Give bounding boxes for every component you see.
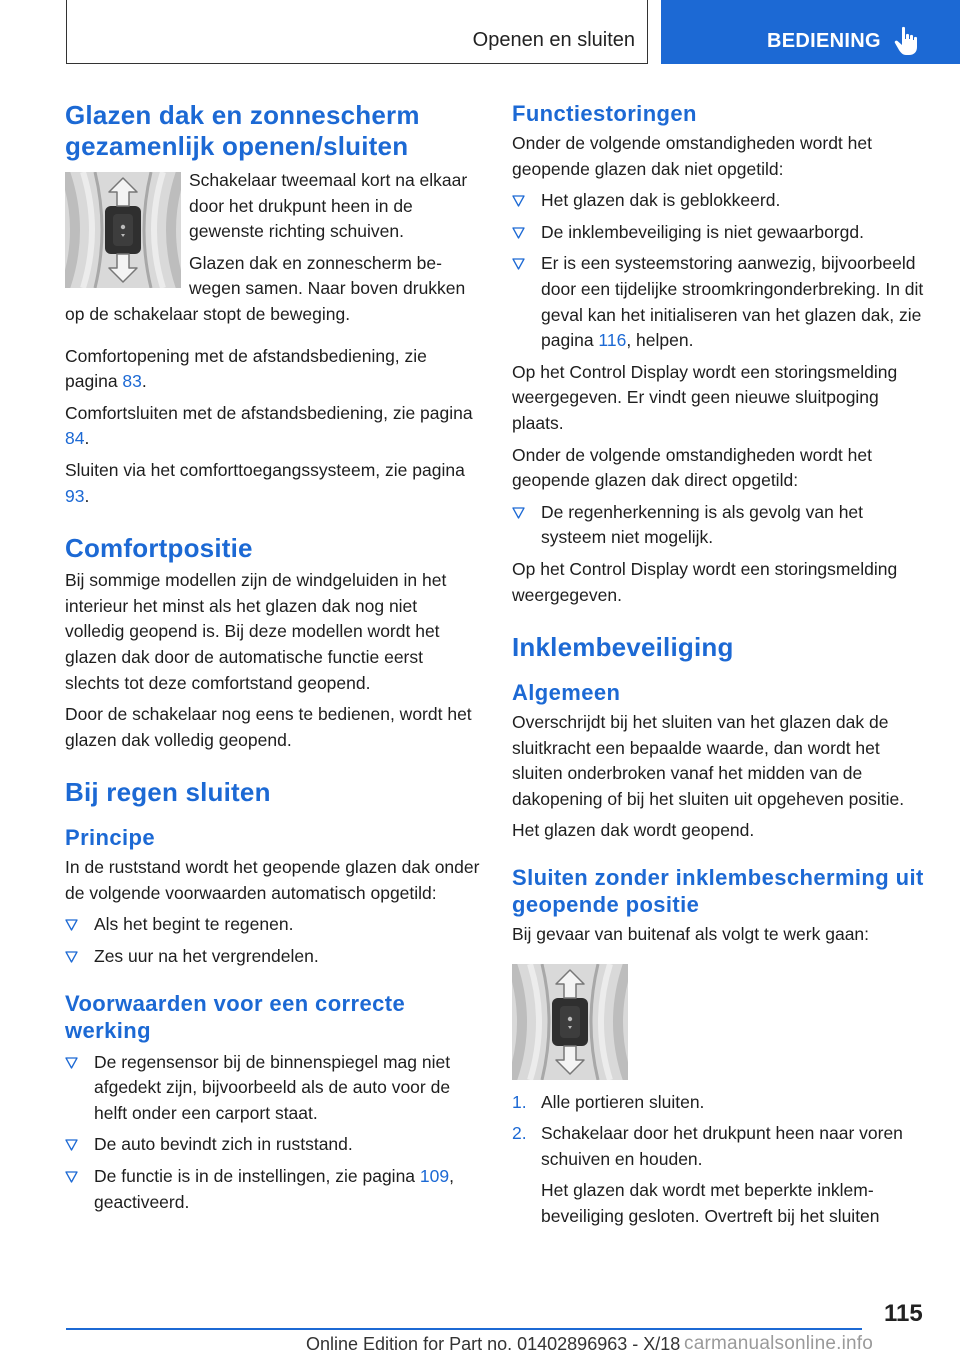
watermark: carmanualsonline.info (684, 1333, 874, 1354)
page-link-84[interactable]: 84 (65, 428, 85, 449)
paragraph: Schakelaar tweemaal kort na elkaar door het drukpunt heen in de gewenste richting schuiven. (189, 170, 468, 242)
paragraph: Door de schakelaar nog eens te bedienen, wordt het glazen dak volledig geopend. (65, 704, 472, 750)
list-item: De inklembeveiliging is niet gewaarborgd. (512, 220, 926, 246)
subheading-conditions: Voorwaarden voor een correcte werking (65, 990, 406, 1043)
header-section-tab (66, 0, 648, 64)
list-item: Het glazen dak is geblokkeerd. (512, 188, 926, 214)
triangle-bullet-icon (512, 227, 525, 239)
page-link-109[interactable]: 109 (419, 1166, 450, 1187)
paragraph: Op het Control Display wordt een storingsmelding weergegeven. (512, 558, 898, 605)
section-heading-pinch-protection: Inklembeveiliging (512, 632, 734, 663)
list-item: Zes uur na het vergrendelen. (65, 944, 481, 970)
triangle-bullet-icon (65, 1057, 78, 1069)
paragraph: Bij sommige modellen zijn de windgeluiden in het interieur het minst als het glazen dak nog niet volledig geopend is. Bij deze modellen wordt het glazen dak door de automatische functie eerst slechts tot deze comfortstand geopend. (65, 570, 447, 693)
list-item: Als het begint te regenen. (65, 912, 481, 938)
page-link-93[interactable]: 93 (65, 485, 85, 506)
page-link-116[interactable]: 116 (598, 330, 627, 351)
list-item: 1. Alle portieren sluiten. (512, 1091, 705, 1112)
paragraph: Sluiten via het comforttoegangssysteem, zie pagina 93. (65, 459, 465, 506)
paragraph: Comfortsluiten met de afstandsbediening, zie pagina 84. (65, 402, 473, 449)
list-item: De functie is in de instellingen, zie pagina 109, geactiveerd. (65, 1164, 481, 1215)
paragraph: Bij gevaar van buitenaf als volgt te werk gaan: (512, 924, 870, 945)
hand-pointer-icon (894, 26, 920, 56)
subheading-principle: Principe (65, 825, 156, 851)
paragraph: In de ruststand wordt het geopende glazen dak onder de volgende voorwaarden automatisch opgetild: (65, 857, 480, 903)
paragraph: Het glazen dak wordt geopend. (512, 820, 755, 841)
triangle-bullet-icon (65, 951, 78, 963)
paragraph: Glazen dak en zonnescherm bewegen samen. Naar boven drukken op de schakelaar stopt de beweging. (65, 252, 466, 324)
bullet-list (65, 912, 481, 969)
footer-edition: Online Edition for Part no. 01402896963 - X/18 (306, 1334, 681, 1354)
list-item: De auto bevindt zich in ruststand. (65, 1132, 481, 1158)
paragraph: Comfortopening met de afstandsbediening, zie pagina 83. (65, 345, 427, 392)
paragraph: Onder de volgende omstandigheden wordt het geopende glazen dak direct opgetild: (512, 444, 872, 491)
triangle-bullet-icon (65, 1139, 78, 1151)
subheading-malfunctions: Functiestoringen (512, 101, 697, 126)
list-item: 2. Schakelaar door het drukpunt heen naar voren schuiven en houden. Het glazen dak wordt met beperkte inklembeveiliging gesloten. Overtreft bij het sluiten (512, 1121, 926, 1229)
paragraph: Overschrijdt bij het sluiten van het glazen dak de sluitkracht een bepaalde waarde, dan wordt het sluiten onderbroken vanaf het midden van de dakopening of bij het sluiten uit opgeheven positie. (512, 712, 905, 809)
triangle-bullet-icon (65, 919, 78, 931)
paragraph: Op het Control Display wordt een storingsmelding weergegeven. Er vindt geen nieuwe sluitpoging plaats. (512, 361, 898, 433)
triangle-bullet-icon (512, 195, 525, 207)
section-heading-comfort: Comfortpositie (65, 533, 253, 564)
footer-divider (66, 1328, 862, 1330)
triangle-bullet-icon (512, 258, 525, 270)
sunroof-switch-image (512, 964, 628, 1080)
page-link-83[interactable]: 83 (122, 371, 142, 392)
bullet-list (512, 188, 926, 354)
bullet-list (65, 1050, 481, 1216)
left-column (65, 100, 481, 1215)
section-heading-sunroof: Glazen dak en zonnescherm gezamenlijk openen/sluiten (65, 100, 420, 161)
subheading-general: Algemeen (512, 680, 621, 706)
chapter-title: BEDIENING (767, 30, 881, 52)
list-item: De regenherkenning is als gevolg van het systeem niet mogelijk. (512, 500, 926, 551)
section-title: Openen en sluiten (472, 29, 635, 51)
bullet-list (512, 500, 926, 551)
triangle-bullet-icon (512, 507, 525, 519)
numbered-list (512, 1090, 926, 1230)
page-number: 115 (884, 1300, 923, 1327)
paragraph: Onder de volgende omstandigheden wordt het geopende glazen dak niet opgetild: (512, 133, 872, 179)
sunroof-switch-image (65, 172, 181, 288)
subheading-close-without-protection: Sluiten zonder inklembescherming uit geopende positie (512, 865, 924, 918)
list-item: Er is een systeemstoring aanwezig, bijvoorbeeld door een tijdelijke stroomkringonderbreking. In dit geval kan het initialiseren van het glazen dak, zie pagina 116, helpen. (512, 251, 926, 353)
paragraph: Het glazen dak wordt met beperkte inklembeveiliging gesloten. Overtreft bij het sluiten (541, 1180, 880, 1227)
triangle-bullet-icon (65, 1171, 78, 1183)
section-heading-rain: Bij regen sluiten (65, 777, 271, 808)
list-item: De regensensor bij de binnenspiegel mag niet afgedekt zijn, bijvoorbeeld als de auto voor de helft onder een carport staat. (65, 1050, 481, 1127)
right-column (512, 100, 926, 1230)
